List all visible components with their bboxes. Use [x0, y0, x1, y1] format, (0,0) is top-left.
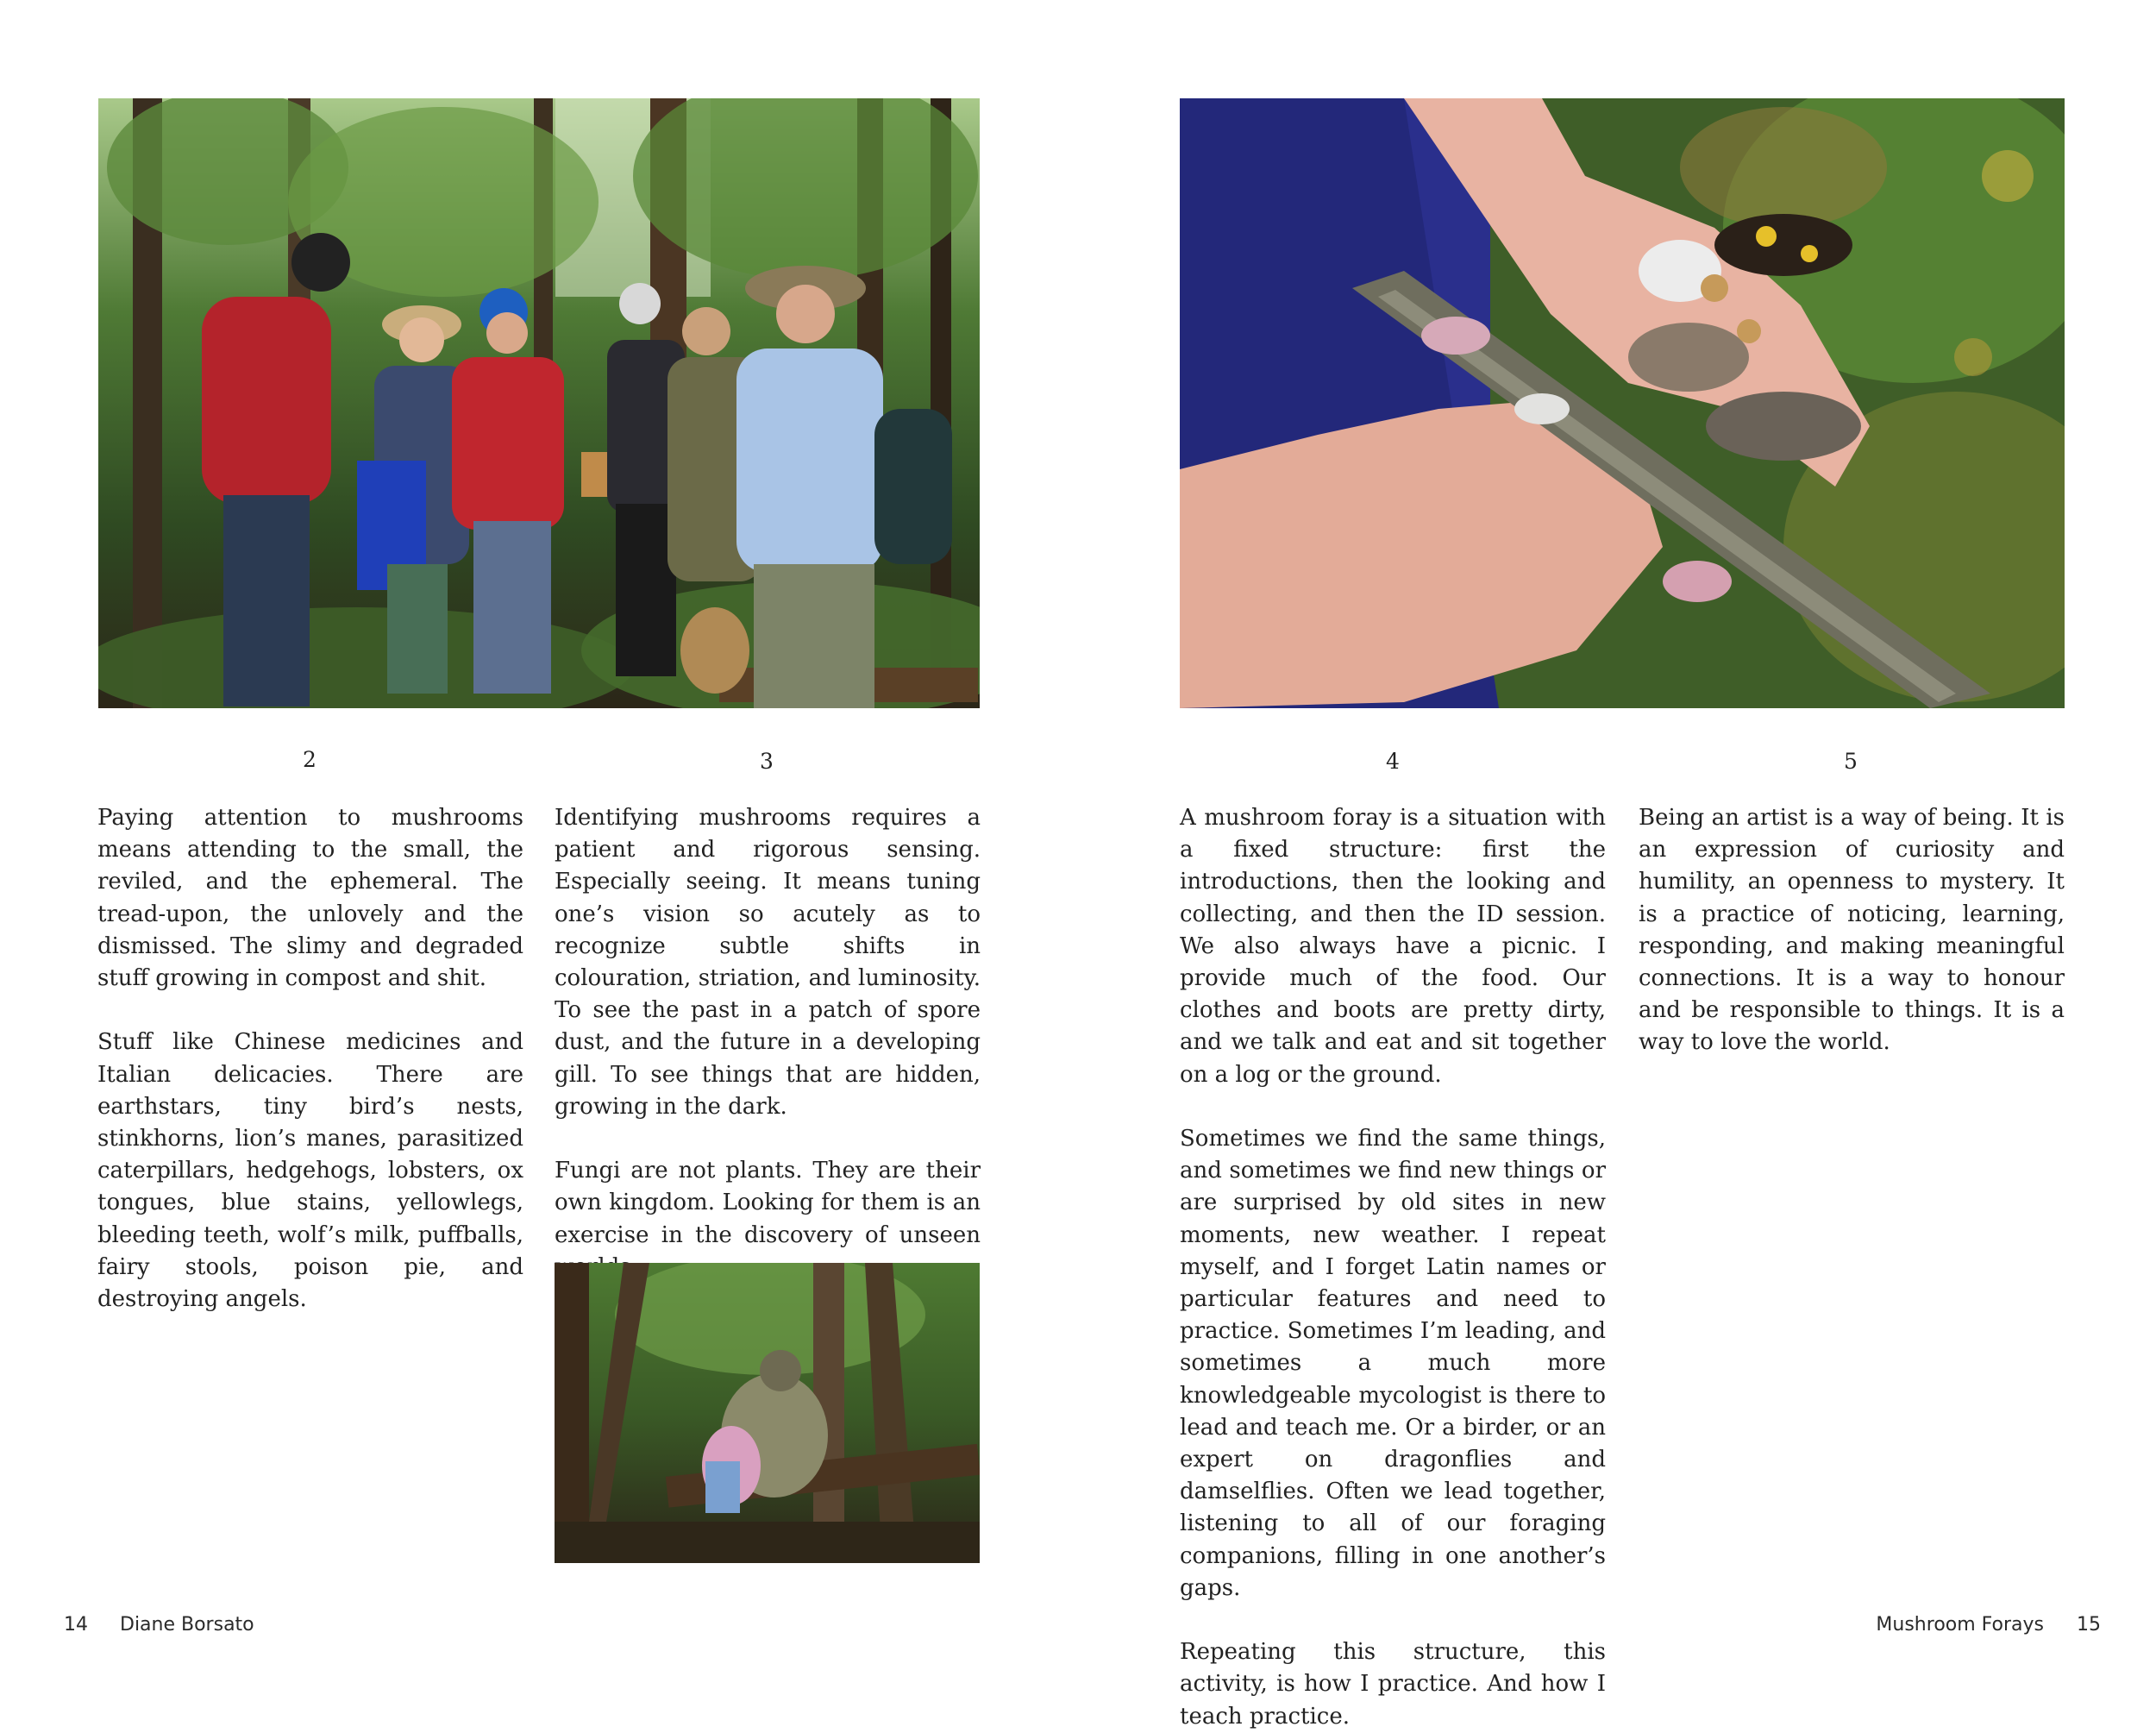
- footer-right-page-number: 15: [2077, 1614, 2101, 1636]
- paragraph: A mushroom foray is a situation with a fixed structure: first the introductions, then the looking and collecting, and then the ID session. We also always have a picnic. I provide much of the food. Our clothes and boots are pretty dirty, and we talk and eat and sit together on a log or the ground.: [1180, 805, 1606, 1088]
- paragraph: Sometimes we find the same things, and sometimes we find new things or are surprised by old sites in new moments, new weather. I repeat myself, and I forget Latin names or particular features and need to practice. Sometimes I’m leading, and sometimes a much more knowledgeable mycologist is there to lead and teach me. Or a birder, or an expert on dragonflies and damselflies. Often we lead together, listening to all of our foraging companions, filling in one another’s gaps.: [1180, 1126, 1606, 1601]
- photo-hands-fungi: [1180, 98, 2065, 708]
- photo-forest-group: [98, 98, 980, 708]
- footer-author: Diane Borsato: [120, 1614, 254, 1636]
- left-column-1: [97, 802, 523, 1315]
- figure-number-5: 5: [1844, 749, 1858, 774]
- figure-number-4: 4: [1386, 749, 1400, 774]
- right-column-1: [1180, 802, 1606, 1733]
- paragraph: Paying attention to mushrooms means attending to the small, the reviled, and the ephemeral. The tread-upon, the unlovely and the dismissed. The slimy and degraded stuff growing in compost and shit.: [97, 805, 523, 992]
- footer-section-title: Mushroom Forays: [1876, 1614, 2044, 1636]
- figure-number-2: 2: [303, 747, 317, 772]
- paragraph: Being an artist is a way of being. It is an expression of curiosity and humility, an openness to mystery. It is a practice of noticing, learning, responding, and making meaningful connections. It is a way to honour and be responsible to things. It is a way to love the world.: [1639, 805, 2065, 1056]
- right-column-2: [1639, 802, 2065, 1059]
- paragraph: Stuff like Chinese medicines and Italian delicacies. There are earthstars, tiny bird’s nests, stinkhorns, lion’s manes, parasitized caterpillars, hedgehogs, lobsters, ox tongues, blue stains, yellowlegs, bleeding teeth, wolf’s milk, puffballs, fairy stools, poison pie, and destroying angels.: [97, 1029, 523, 1313]
- paragraph: Repeating this structure, this activity, is how I practice. And how I teach practice.: [1180, 1639, 1606, 1730]
- photo-forest-crouching: [555, 1263, 980, 1563]
- paragraph: Identifying mushrooms requires a patient and rigorous sensing. Especially seeing. It means tuning one’s vision so acutely as to recognize subtle shifts in colouration, striation, and luminosity. To see the past in a patch of spore dust, and the future in a developing gill. To see things that are hidden, growing in the dark.: [555, 805, 981, 1120]
- figure-number-3: 3: [760, 749, 774, 774]
- left-column-2: [555, 802, 981, 1284]
- paragraph: Fungi are not plants. They are their own kingdom. Looking for them is an exercise in the discovery of unseen: [555, 1158, 981, 1248]
- footer-left-page-number: 14: [64, 1614, 88, 1636]
